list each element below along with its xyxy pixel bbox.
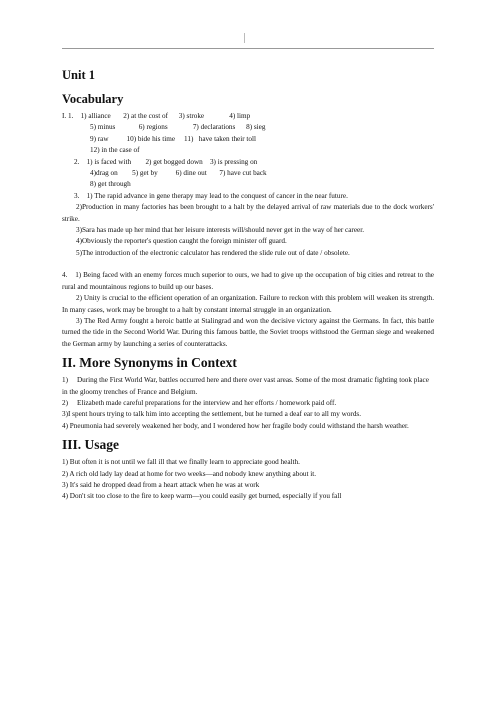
synonyms-item: 3)I spent hours trying to talk him into accepting the settlement, but he turned a deaf ear to all my words. [62, 410, 362, 419]
vocab-line: 5) minus 6) regions 7) declarations 8) sieg [90, 123, 266, 132]
usage-item: 1) But often it is not until we fall ill that we finally learn to appreciate good health. [62, 458, 300, 467]
vocab-line: 12) in the case of [90, 146, 140, 155]
vocab-line: 2. 1) is faced with 2) get bogged down 3) is pressing on [74, 157, 258, 166]
usage-item: 3) It's said he dropped dead from a heart attack when he was at work [62, 480, 260, 489]
vocab-paragraph: 4)Obviously the reporter's question caught the foreign minister off guard. [76, 237, 287, 246]
synonyms-heading: II. More Synonyms in Context [62, 355, 237, 371]
synonyms-item: 4) Pneumonia had severely weakened her body, and I wondered how her fragile body could withstand the harsh weather. [62, 421, 409, 430]
usage-item: 4) Don't sit too close to the fire to keep warm—you could easily get burned, especially if you fall [62, 492, 342, 501]
header-mark [244, 33, 245, 43]
synonyms-item: 2) Elizabeth made careful preparations for the interview and her efforts / homework paid off. [62, 398, 337, 407]
vocab-line: I. 1. 1) alliance 2) at the cost of 3) stroke 4) limp [62, 112, 251, 120]
usage-heading: III. Usage [62, 437, 120, 453]
usage-item: 2) A rich old lady lay dead at home for two weeks—and nobody knew anything about it. [62, 469, 317, 478]
vocab-paragraph: 5)The introduction of the electronic calculator has rendered the slide rule out of date / obsolete. [76, 248, 350, 257]
unit-title: Unit 1 [62, 68, 95, 82]
vocab-paragraph: 2)Production in many factories has been brought to a halt by the delayed arrival of raw materials due to the dock workers' strike. [62, 203, 434, 223]
vocab-paragraph: 3) The Red Army fought a heroic battle at Stalingrad and won the decisive victory against the Germans. In fact, this battle turned the tide in the Second World War. During this famous battle, the Soviet troops withstood the German siege and weakened the German army by launching a series of counterattacks. [62, 316, 434, 348]
vocab-paragraph: 4. 1) Being faced with an enemy forces much superior to ours, we had to give up the occupation of big cities and retreat to the rural and mountainous regions to build up our bases. [62, 271, 436, 291]
vocab-paragraph: 3)Sara has made up her mind that her leisure interests will/should never get in the way of her career. [76, 226, 365, 235]
header-rule [62, 48, 434, 49]
vocabulary-heading: Vocabulary [62, 92, 124, 106]
vocab-line: 4)drag on 5) get by 6) dine out 7) have cut back [90, 169, 267, 178]
page-content [62, 68, 434, 503]
vocab-line: 9) raw 10) bide his time 11) have taken their toll [90, 134, 257, 143]
vocab-line: 3. 1) The rapid advance in gene therapy may lead to the conquest of cancer in the near future. [74, 191, 348, 200]
synonyms-item: 1) During the First World War, battles occurred here and there over vast areas. Some of the most dramatic fighting took place in the gloomy trenches of France and Belgium. [62, 376, 431, 396]
vocab-line: 8) get through [90, 180, 131, 189]
vocab-paragraph: 2) Unity is crucial to the efficient operation of an organization. Failure to reckon with this problem will weaken its strength. In many cases, work may be brought to a halt by constant internal struggle in an organization. [62, 294, 434, 314]
